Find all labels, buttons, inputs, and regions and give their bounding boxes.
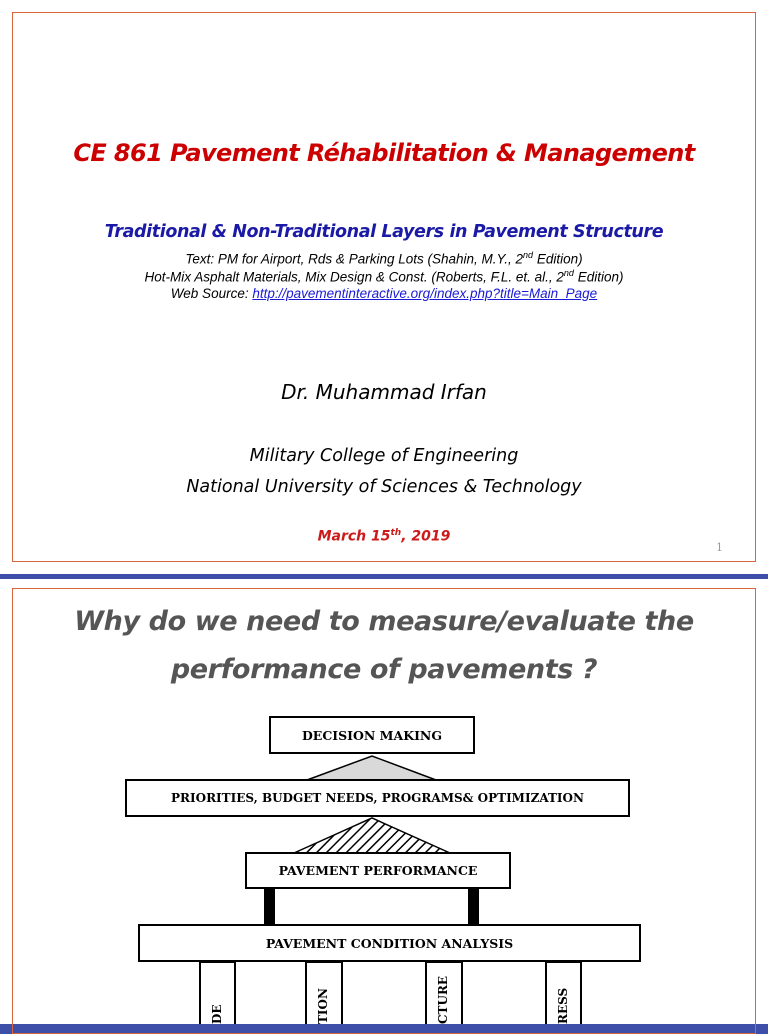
pillar-2-label: TION — [316, 988, 330, 1024]
author-name: Dr. Muhammad Irfan — [281, 380, 487, 404]
pillar-1-label: DE — [210, 1004, 224, 1024]
lecture-subtitle: Traditional & Non-Traditional Layers in Pavement Structure — [104, 222, 664, 242]
gray-roof-triangle — [307, 756, 436, 780]
web-source-link[interactable]: http://pavementinteractive.org/index.php?title=Main_Page — [252, 286, 598, 301]
reference-text-2: Hot-Mix Asphalt Materials, Mix Design & Const. (Roberts, F.L. et. al., 2nd Edition) — [144, 268, 624, 285]
pillar-3-label: CTURE — [436, 975, 450, 1024]
condition-analysis-box: PAVEMENT CONDITION ANALYSIS — [138, 924, 641, 962]
slide-question-line-2: performance of pavements ? — [170, 654, 598, 685]
institution-line-1: Military College of Engineering — [249, 446, 519, 466]
support-post-left — [264, 889, 275, 925]
page-number: 1 — [716, 541, 723, 554]
hatched-roof-triangle — [294, 818, 450, 853]
slide-question-line-1: Why do we need to measure/evaluate the — [74, 606, 694, 637]
pillar-4-label: RESS — [556, 987, 570, 1024]
pavement-performance-box: PAVEMENT PERFORMANCE — [245, 852, 511, 889]
decision-making-box: DECISION MAKING — [269, 716, 475, 754]
support-post-right — [468, 889, 479, 925]
course-title: CE 861 Pavement Réhabilitation & Management — [73, 139, 695, 167]
lecture-date: March 15th, 2019 — [317, 528, 451, 545]
priorities-box: PRIORITIES, BUDGET NEEDS, PROGRAMS& OPTIMIZATION — [125, 779, 630, 817]
institution-line-2: National University of Sciences & Technology — [186, 477, 582, 497]
reference-web-source: Web Source: http://pavementinteractive.org/index.php?title=Main_Page — [170, 286, 598, 301]
reference-text-1: Text: PM for Airport, Rds & Parking Lots (Shahin, M.Y., 2nd Edition) — [185, 250, 583, 267]
